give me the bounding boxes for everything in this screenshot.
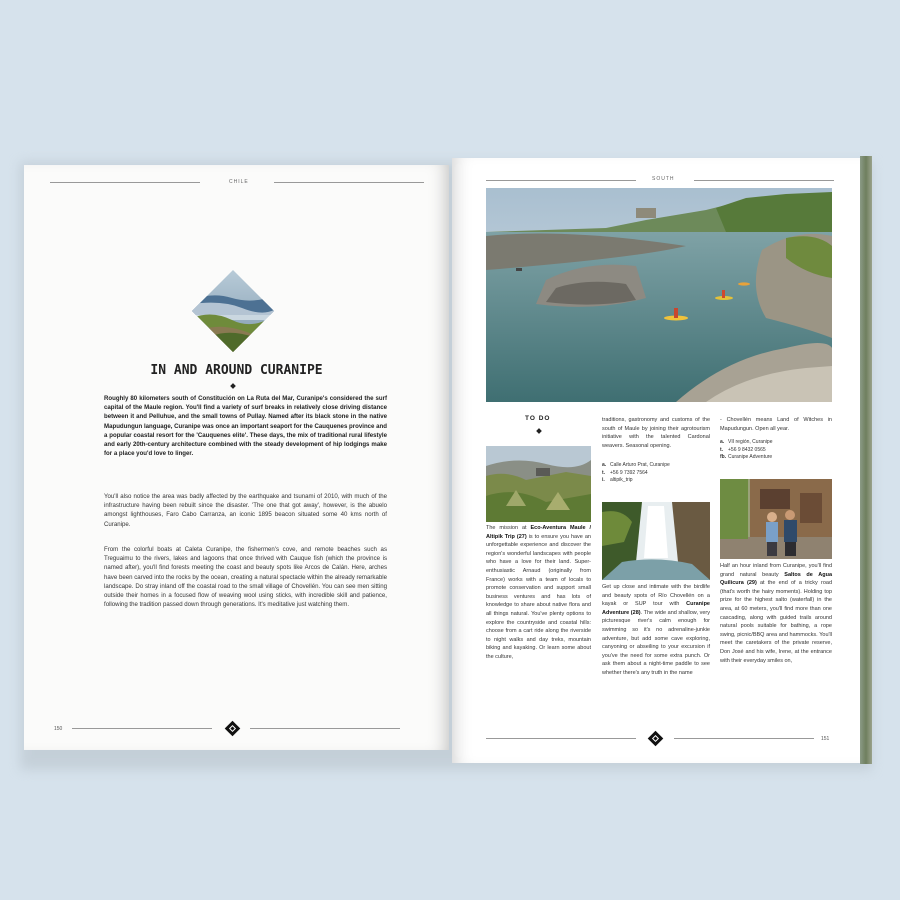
waterfall-image [602, 502, 710, 580]
eco-aventura-link: Eco-Aventura Maule / Altipik Trip (27) [486, 525, 591, 540]
column-3-top-text: - Chovellén means Land of Witches in Mapudungun. Open all year. [720, 417, 832, 432]
diamond-photo [192, 270, 274, 352]
to-do-label: TO DO [525, 415, 551, 422]
footer-rule-left [486, 738, 636, 739]
header-rule-right [694, 180, 834, 181]
contact-phone: t. +56 9 8432 0565 [720, 446, 766, 453]
contact-phone: t. +56 9 7392 7564 [602, 469, 648, 476]
header-rule-right [274, 182, 424, 183]
column-3-text: Half an hour inland from Curanipe, you'll find grand natural beauty Saltos de Agua Quilicura (29) at the end of a tricky road (that's worth the hairy moments). Holding top prize for the highest salto (waterfall) in the area, at 60 meters, you'll find more than one cascading, along with guided trails around natural pools suitable for bathing, a rope swing, picnic/BBQ area and hammocks. You'll meet the caretakers of the private reserve, Don José and his wife, Irene, at the entrance with their everyday smiles on, [720, 563, 833, 664]
dunes-image [486, 446, 591, 522]
running-head-left: CHILE [229, 179, 249, 185]
book-edge [860, 156, 872, 764]
footer-diamond-icon [225, 721, 241, 737]
dunes-photo [486, 446, 591, 522]
paragraph-3: From the colorful boats at Caleta Curanipe, the fishermen's cove, and remote beaches such as Treguaimu to the rivers, lakes and lagoons that once thrived with Cauque fish (which the province is named after), you'll find forests meeting the coast and beauty spots like Arcos de Calán. Here, arches have been carved into the rocks by the ocean, creating a natural spectacle within the already remarkable landscape. Do stray inland off the coastal road to the small village of Chovellén. You can see men sitting outside their homes in a focused flow of weaving wool using sticks, with incredible skill and patience, following the tradition passed down through generations. It's meditative just watching them. [104, 546, 387, 609]
footer-rule-left [72, 728, 212, 729]
contact-address: a. VII región, Curanipe [720, 439, 773, 445]
coastal-diamond-image [192, 270, 274, 352]
footer-rule-right [250, 728, 400, 729]
curanipe-adventure-link: Curanipe Adventure (28) [602, 601, 710, 616]
header-rule-left [50, 182, 200, 183]
column-1-text: The mission at Eco-Aventura Maule / Altipik Trip (27) is to ensure you have an unforgettable experience and discover the region's wonderful landscapes with people who have a love for their land. Super-enthusiastic Arnaud (originally from France) works with a team of locals to promote conservation and support small business ventures and has lots of knowledge to share about native flora and all things natural. You've plenty options to explore the countryside and coastal hills: choose from a cart ride along the riverside to night walks and day treks, mountain biking and kayaking. Or learn some about the culture, [486, 525, 591, 660]
caretakers-image [720, 479, 832, 559]
caretakers-photo [720, 479, 832, 559]
footer-diamond-icon [648, 731, 664, 747]
footer-rule-right [674, 738, 814, 739]
contact-facebook: fb. Curanipe Adventure [720, 454, 773, 460]
page-number-right: 151 [821, 736, 830, 742]
contact-address: a. Calle Arturo Prat, Curanipe [602, 462, 670, 468]
right-page [452, 158, 860, 763]
page-number-left: 150 [54, 726, 63, 732]
running-head-right: SOUTH [652, 176, 675, 182]
contact-instagram: i. altipik_trip [602, 477, 633, 483]
column-3-contact [720, 439, 832, 462]
column-2-top-text: traditions, gastronomy and customs of the south of Maule by joining their agrotourism initiative with the talented Cardonal weavers. Seasonal opening. [602, 417, 710, 449]
column-2-text: Get up close and intimate with the birdlife and beauty spots of Río Chovellén on a kayak or SUP tour with Curanipe Adventure (28). The wide and shallow, very picturesque river's calm enough for swimming so it's no adrenaline-junkie adventure, but add some cave exploring, canyoning or abseiling to your excursion if you've the need for some extra punch. Or ask them about a night-time paddle to see whether there's any truth in the name [602, 584, 710, 676]
lagoon-kayak-image [486, 188, 832, 402]
paragraph-2: You'll also notice the area was badly affected by the earthquake and tsunami of 2010, with much of the infrastructure having been rebuilt since the disaster. 'The one that got away', however, is the abuelo amongst lighthouses, Faro Cabo Carranza, an iconic 1895 beacon situated some 40 kms north of Curanipe. [104, 493, 387, 528]
column-2-contact [602, 462, 710, 485]
header-rule-left [486, 180, 636, 181]
page-title: IN AND AROUND CURANIPE [150, 363, 323, 378]
left-page [24, 165, 449, 750]
lagoon-photo [486, 188, 832, 402]
waterfall-photo [602, 502, 710, 580]
saltos-agua-link: Saltos de Agua Quilicura (29) [720, 571, 833, 587]
intro-paragraph: Roughly 80 kilometers south of Constitución on La Ruta del Mar, Curanipe's considered the surf capital of the Maule region. You'll find a variety of surf breaks in relatively close driving distance between it and Pelluhue, and the small towns of Pullay. Named after its black stone in the native Mapudungun language, Curanipe was once an important seaport for the Cauquenes province and a popular coastal resort for the 'Cauquenes elite'. These days, the mix of traditional rural lifestyle and early 20th-century architecture combined with the steady development of hip lodgings make for a place you'd love to linger. [104, 395, 387, 458]
todo-dot [536, 428, 542, 434]
title-dot [230, 383, 236, 389]
